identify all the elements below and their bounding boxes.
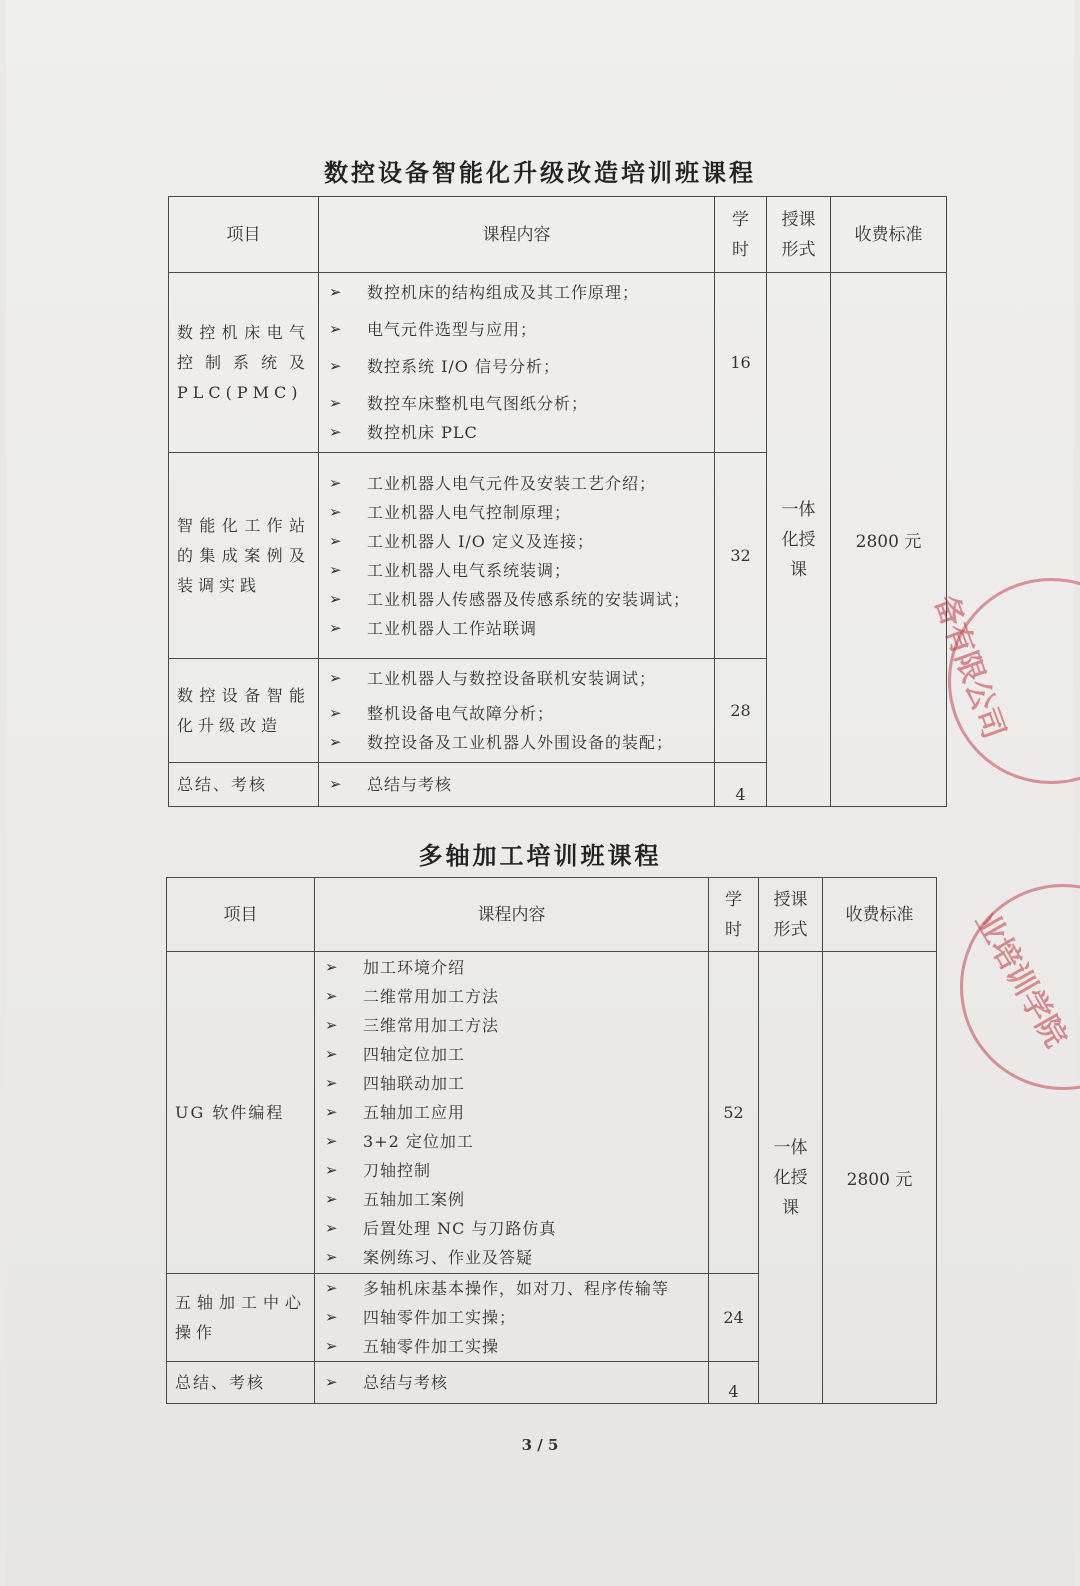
- table-row: [167, 952, 937, 1274]
- list-item: ➢ 工业机器人电气系统装调；: [329, 556, 708, 585]
- list-item: ➢ 后置处理 NC 与刀路仿真: [325, 1214, 702, 1243]
- content-cell: [319, 763, 715, 807]
- page-number: 3 / 5: [521, 1436, 559, 1454]
- arrow-bullet-icon: ➢: [329, 560, 343, 579]
- arrow-bullet-icon: ➢: [325, 1248, 339, 1266]
- arrow-bullet-icon: ➢: [329, 357, 343, 375]
- header-form: 授课 形式: [759, 878, 823, 952]
- arrow-bullet-icon: ➢: [325, 1016, 339, 1034]
- arrow-bullet-icon: ➢: [325, 1279, 339, 1297]
- course-table-cnc: [168, 196, 947, 807]
- table2-title: 多轴加工培训班课程: [418, 841, 662, 870]
- content-cell: [319, 453, 715, 659]
- header-hours: 学 时: [709, 878, 759, 952]
- arrow-bullet-icon: ➢: [325, 1219, 339, 1237]
- header-content: 课程内容: [315, 878, 709, 952]
- list-item: ➢ 案例练习、作业及答疑: [325, 1243, 702, 1272]
- header-content: 课程内容: [319, 197, 715, 273]
- hours-cell: 4: [715, 763, 767, 807]
- list-item: ➢ 多轴机床基本操作，如对刀、程序传输等: [325, 1274, 702, 1303]
- list-item: ➢ 四轴联动加工: [325, 1069, 702, 1098]
- list-item: ➢ 数控车床整机电气图纸分析；: [329, 389, 708, 418]
- arrow-bullet-icon: ➢: [325, 958, 339, 976]
- list-item: ➢ 3+2 定位加工: [325, 1127, 702, 1156]
- arrow-bullet-icon: ➢: [329, 775, 343, 793]
- arrow-bullet-icon: ➢: [329, 733, 343, 751]
- arrow-bullet-icon: ➢: [325, 1190, 339, 1208]
- course-table-multiaxis: [166, 877, 937, 1404]
- list-item: ➢ 整机设备电气故障分析；: [329, 699, 708, 728]
- list-item: ➢ 工业机器人电气控制原理；: [329, 498, 708, 527]
- hours-cell: 16: [715, 273, 767, 453]
- header-fee: 收费标准: [831, 197, 947, 273]
- table1-title: 数控设备智能化升级改造培训班课程: [324, 158, 756, 187]
- content-cell: [315, 1362, 709, 1404]
- list-item: ➢ 刀轴控制: [325, 1156, 702, 1185]
- item-cell: 总结、考核: [167, 1362, 315, 1404]
- form-cell: 一体 化授 课: [759, 952, 823, 1404]
- arrow-bullet-icon: ➢: [329, 473, 343, 492]
- arrow-bullet-icon: ➢: [325, 1161, 339, 1179]
- list-item: ➢ 工业机器人传感器及传感系统的安装调试；: [329, 585, 708, 614]
- content-cell: [319, 659, 715, 763]
- item-cell: 五轴加工中心操作: [167, 1274, 315, 1362]
- list-item: ➢ 总结与考核: [325, 1368, 702, 1397]
- header-fee: 收费标准: [823, 878, 937, 952]
- list-item: ➢ 数控机床 PLC: [329, 418, 708, 447]
- list-item: ➢ 工业机器人电气元件及安装工艺介绍；: [329, 469, 708, 498]
- list-item: ➢ 数控设备及工业机器人外围设备的装配；: [329, 728, 708, 757]
- item-cell: UG 软件编程: [167, 952, 315, 1274]
- list-item: ➢ 数控机床的结构组成及其工作原理；: [329, 278, 708, 307]
- arrow-bullet-icon: ➢: [325, 1132, 339, 1150]
- form-cell: 一体 化授 课: [767, 273, 831, 807]
- arrow-bullet-icon: ➢: [325, 987, 339, 1005]
- list-item: ➢ 工业机器人与数控设备联机安装调试；: [329, 664, 708, 693]
- arrow-bullet-icon: ➢: [329, 502, 343, 521]
- arrow-bullet-icon: ➢: [325, 1308, 339, 1326]
- item-cell: 总结、考核: [169, 763, 319, 807]
- arrow-bullet-icon: ➢: [325, 1074, 339, 1092]
- list-item: ➢ 五轴加工案例: [325, 1185, 702, 1214]
- item-cell: 数控设备智能化升级改造: [169, 659, 319, 763]
- hours-cell: 4: [709, 1362, 759, 1404]
- list-item: ➢ 电气元件选型与应用；: [329, 315, 708, 344]
- fee-cell: 2800 元: [823, 952, 937, 1404]
- content-cell: [315, 952, 709, 1274]
- table-row: [169, 273, 947, 453]
- arrow-bullet-icon: ➢: [329, 669, 343, 687]
- arrow-bullet-icon: ➢: [325, 1103, 339, 1121]
- arrow-bullet-icon: ➢: [329, 589, 343, 608]
- list-item: ➢ 四轴定位加工: [325, 1040, 702, 1069]
- arrow-bullet-icon: ➢: [325, 1373, 339, 1391]
- arrow-bullet-icon: ➢: [329, 704, 343, 722]
- hours-cell: 24: [709, 1274, 759, 1362]
- content-cell: [315, 1274, 709, 1362]
- arrow-bullet-icon: ➢: [329, 394, 343, 412]
- header-item: 项目: [169, 197, 319, 273]
- item-cell: 智能化工作站的集成案例及装调实践: [169, 453, 319, 659]
- hours-cell: 32: [715, 453, 767, 659]
- list-item: ➢ 三维常用加工方法: [325, 1011, 702, 1040]
- list-item: ➢ 工业机器人 I/O 定义及连接；: [329, 527, 708, 556]
- arrow-bullet-icon: ➢: [329, 531, 343, 550]
- arrow-bullet-icon: ➢: [325, 1337, 339, 1355]
- fee-cell: 2800 元: [831, 273, 947, 807]
- arrow-bullet-icon: ➢: [325, 1045, 339, 1063]
- table2-header-row: [167, 878, 937, 952]
- list-item: ➢ 总结与考核: [329, 770, 708, 799]
- arrow-bullet-icon: ➢: [329, 283, 343, 301]
- hours-cell: 52: [709, 952, 759, 1274]
- list-item: ➢ 加工环境介绍: [325, 953, 702, 982]
- header-hours: 学 时: [715, 197, 767, 273]
- company-seal-top-text: 备有限公司: [927, 590, 1012, 744]
- arrow-bullet-icon: ➢: [329, 423, 343, 441]
- content-cell: [319, 273, 715, 453]
- list-item: ➢ 工业机器人工作站联调: [329, 614, 708, 643]
- header-item: 项目: [167, 878, 315, 952]
- list-item: ➢ 五轴加工应用: [325, 1098, 702, 1127]
- table1-header-row: [169, 197, 947, 273]
- list-item: ➢ 四轴零件加工实操；: [325, 1303, 702, 1332]
- list-item: ➢ 二维常用加工方法: [325, 982, 702, 1011]
- list-item: ➢ 数控系统 I/O 信号分析；: [329, 352, 708, 381]
- arrow-bullet-icon: ➢: [329, 618, 343, 637]
- company-seal-bottom-text: 业培训学院: [967, 906, 1074, 1054]
- arrow-bullet-icon: ➢: [329, 320, 343, 338]
- hours-cell: 28: [715, 659, 767, 763]
- header-form: 授课 形式: [767, 197, 831, 273]
- list-item: ➢ 五轴零件加工实操: [325, 1332, 702, 1361]
- item-cell: 数控机床电气控制系统及PLC(PMC): [169, 273, 319, 453]
